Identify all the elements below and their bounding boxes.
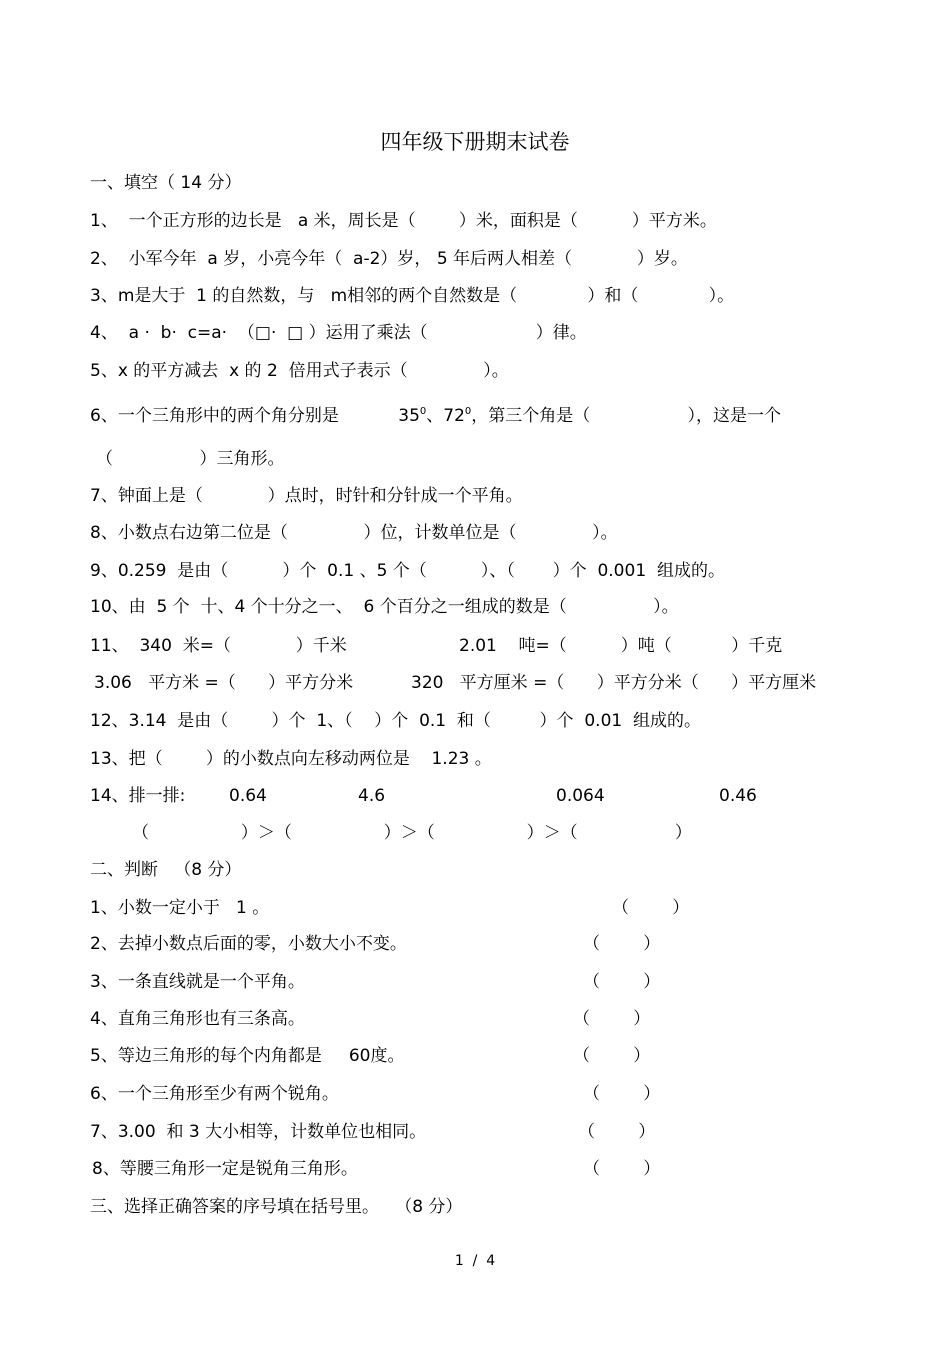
degree-sup-2: 0 (464, 406, 472, 417)
question-6 (90, 406, 781, 426)
section3-heading: 三、选择正确答案的序号填在括号里。 （8 分） (90, 1197, 463, 1217)
question-14-num-4: 0.46 (719, 786, 757, 806)
question-5: 5、x 的平方减去 x 的 2 倍用式子表示（ ）。 (90, 361, 509, 381)
question-12: 12、3.14 是由（ ）个 1、（ ）个 0.1 和（ ）个 0.01 组成的。 (90, 711, 702, 731)
judge-paren-2: （ ） (583, 934, 661, 954)
judge-item-6: 6、一个三角形至少有两个锐角。 (90, 1084, 339, 1104)
question-2: 2、 小军今年 a 岁，小亮今年（ a-2）岁， 5 年后两人相差（ ）岁。 (90, 249, 688, 269)
question-14-num-2: 4.6 (358, 786, 386, 806)
question-13: 13、把（ ）的小数点向左移动两位是 1.23 。 (90, 749, 492, 769)
judge-item-4: 4、直角三角形也有三条高。 (90, 1009, 305, 1029)
judge-item-3: 3、一条直线就是一个平角。 (90, 972, 305, 992)
question-6-part2: 、72 (426, 406, 465, 426)
judge-item-1: 1、小数一定小于 1 。 (90, 898, 270, 918)
judge-paren-3: （ ） (583, 972, 661, 992)
judge-item-2: 2、去掉小数点后面的零，小数大小不变。 (90, 934, 407, 954)
question-6-part3: ，第三个角是（ ），这是一个 (471, 406, 782, 426)
question-4: 4、 a · b· c=a· （□· □ ）运用了乘法（ ）律。 (90, 323, 587, 343)
judge-paren-1: （ ） (612, 898, 690, 918)
question-11-part2: 2.01 吨=（ ）吨（ ）千克 (459, 636, 783, 656)
page-number: 1 / 4 (454, 1253, 496, 1269)
judge-item-5: 5、等边三角形的每个内角都是 60度。 (90, 1046, 405, 1066)
question-11-part1: 11、 340 米=（ ）千米 (90, 636, 347, 656)
judge-item-7: 7、3.00 和 3 大小相等，计数单位也相同。 (90, 1122, 427, 1142)
judge-paren-5: （ ） (573, 1046, 651, 1066)
question-3: 3、m是大于 1 的自然数，与 m相邻的两个自然数是（ ）和（ ）。 (90, 286, 735, 306)
question-11-part3: 3.06 平方米 =（ ）平方分米 (94, 673, 354, 693)
question-14-num-3: 0.064 (556, 786, 605, 806)
question-14-label: 14、排一排: (90, 786, 186, 806)
question-9: 9、0.259 是由（ ）个 0.1 、5 个（ ）、（ ）个 0.001 组成的。 (90, 561, 725, 581)
section1-heading: 一、填空（ 14 分） (90, 173, 242, 193)
question-6-part1: 6、一个三角形中的两个角分别是 35 (90, 406, 420, 426)
question-1: 1、 一个正方形的边长是 a 米，周长是（ ）米，面积是（ ）平方米。 (90, 211, 717, 231)
page-title: 四年级下册期末试卷 (380, 130, 570, 154)
question-7: 7、钟面上是（ ）点时，时针和分针成一个平角。 (90, 486, 523, 506)
question-10: 10、由 5 个 十、4 个十分之一、 6 个百分之一组成的数是（ ）。 (90, 597, 679, 617)
degree-sup-1: 0 (419, 406, 427, 417)
judge-paren-7: （ ） (578, 1122, 656, 1142)
judge-paren-4: （ ） (573, 1009, 651, 1029)
section2-heading: 二、判断 （8 分） (90, 860, 242, 880)
judge-item-8: 8、等腰三角形一定是锐角三角形。 (92, 1159, 358, 1179)
question-8: 8、小数点右边第二位是（ ）位，计数单位是（ ）。 (90, 523, 618, 543)
judge-paren-6: （ ） (583, 1084, 661, 1104)
question-6-line2: （ ）三角形。 (96, 449, 285, 469)
question-14-line2: （ ）＞（ ）＞（ ）＞（ ） (132, 823, 692, 843)
question-14-num-1: 0.64 (229, 786, 267, 806)
judge-paren-8: （ ） (583, 1159, 661, 1179)
question-11-part4: 320 平方厘米 =（ ）平方分米（ ）平方厘米 (411, 673, 817, 693)
